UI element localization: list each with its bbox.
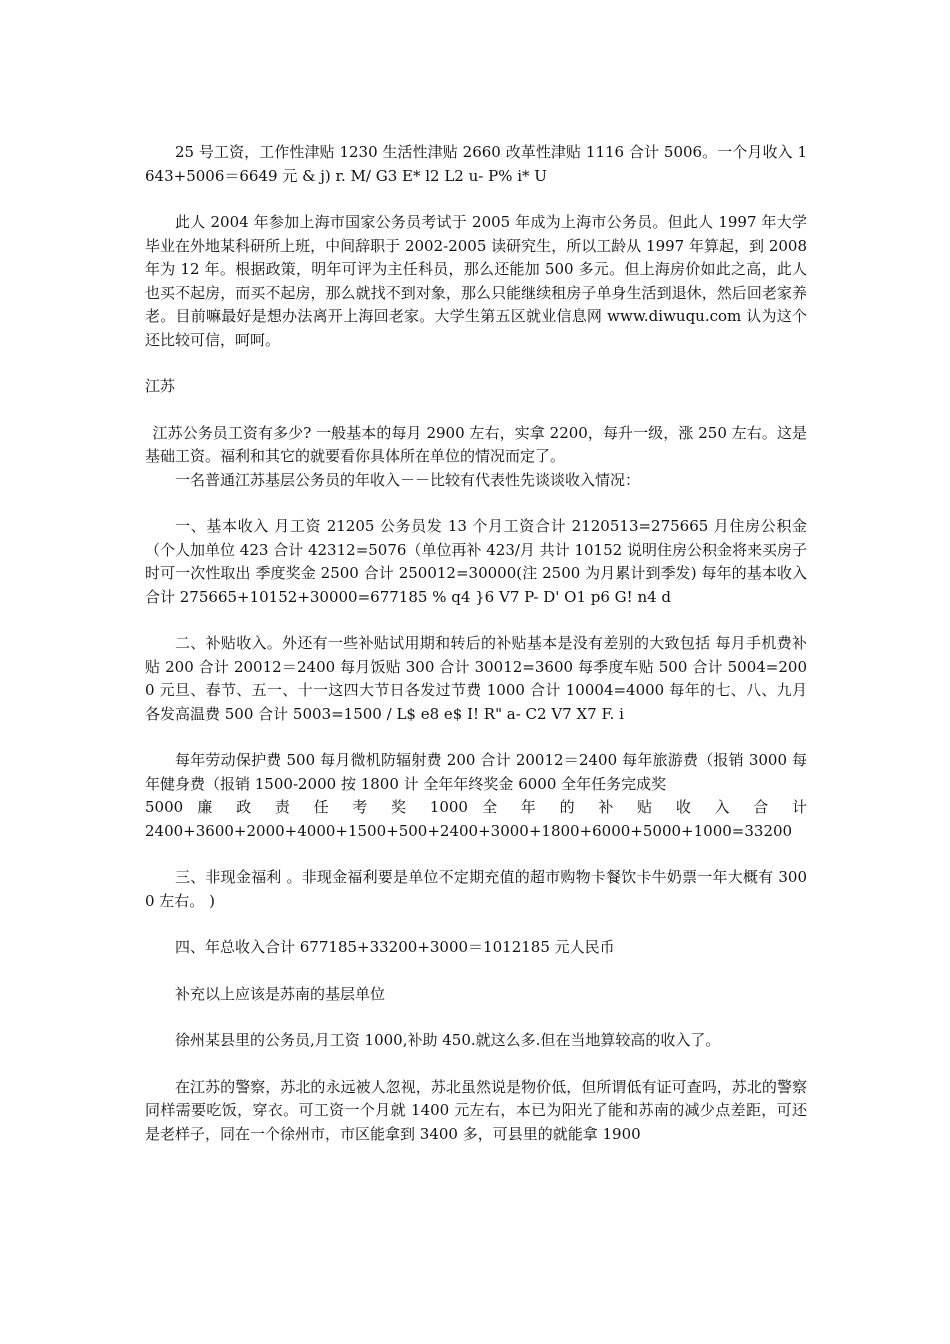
paragraph-annual-fees: 每年劳动保护费 500 每月微机防辐射费 200 合计 20012＝2400 每年旅游费（报销 3000 每年健身费（报销 1500-2000 按 1800 计 全年年终奖金 6000 全年任务完成奖 bbox=[145, 751, 807, 793]
paragraph-subsidy-income: 二、补贴收入。外还有一些补贴试用期和转后的补贴基本是没有差别的大致包括 每月手机费补贴 200 合计 20012＝2400 每月饭贴 300 合计 30012=3600 每季度车贴 500 合计 5004=2000 元旦、春节、五一、十一这四大节日各发过节费 1000 合计 10004=4000 每年的七、八、九月各发高温费 500 合计 5003=1500 / L$ e8 e$ I! R" a- C2 V7 X7 F. i bbox=[145, 634, 807, 723]
paragraph-jiangsu-police: 在江苏的警察，苏北的永远被人忽视，苏北虽然说是物价低，但所谓低有证可查吗，苏北的警察同样需要吃饭，穿衣。可工资一个月就 1400 元左右，本已为阳光了能和苏南的减少点差距，可还是老样子，同在一个徐州市，市区能拿到 3400 多，可县里的就能拿 1900 bbox=[145, 1077, 807, 1143]
document-page bbox=[145, 141, 807, 1146]
paragraph-subsidy-total-label: 5000 廉 政 责 任 考 奖 1000 全 年 的 补 贴 收 入 合 计 bbox=[145, 798, 807, 816]
paragraph-supplement-note: 补充以上应该是苏南的基层单位 bbox=[175, 984, 386, 1003]
paragraph-shanghai-case: 此人 2004 年参加上海市国家公务员考试于 2005 年成为上海市公务员。但此人 1997 年大学毕业在外地某科研所上班，中间辞职于 2002-2005 读研究生，所以工龄从 1997 年算起，到 2008 年为 12 年。根据政策，明年可评为主任科员，那么还能加 500 多元。但上海房价如此之高，此人也买不起房，而买不起房，那么就找不到对象，那么只能继续租房子单身生活到退休，然后回老家养老。目前嘛最好是想办法离开上海回老家。大学生第五区就业信息网 www.diwuqu.com 认为这个还比较可信，呵呵。 bbox=[145, 213, 807, 349]
paragraph-subsidy-total-formula: 2400+3600+2000+4000+1500+500+2400+3000+1800+6000+5000+1000=33200 bbox=[145, 821, 793, 840]
paragraph-shanghai-salary: 25 号工资，工作性津贴 1230 生活性津贴 2660 改革性津贴 1116 合计 5006。一个月收入 1643+5006＝6649 元 & j) r. M/ G3 E* l2 L2 u- P% i* U bbox=[145, 143, 807, 185]
paragraph-non-cash-benefits: 三、非现金福利 。非现金福利要是单位不定期充值的超市购物卡餐饮卡牛奶票一年大概有 3000 左右。 ) bbox=[145, 868, 807, 910]
section-heading-jiangsu: 江苏 bbox=[145, 377, 176, 395]
paragraph-total-income: 四、年总收入合计 677185+33200+3000＝1012185 元人民币 bbox=[175, 938, 615, 956]
paragraph-basic-income: 一、基本收入 月工资 21205 公务员发 13 个月工资合计 2120513=275665 月住房公积金（个人加单位 423 合计 42312=5076（单位再补 423/月 共计 10152 说明住房公积金将来买房子时可一次性取出 季度奖金 2500 合计 250012=30000(注 2500 为月累计到季发) 每年的基本收入合计 275665+10152+30000=677185 % q4 }6 V7 P- D' O1 p6 G! n4 d bbox=[145, 517, 807, 606]
paragraph-jiangsu-annual-intro: 一名普通江苏基层公务员的年收入－－比较有代表性先谈谈收入情况： bbox=[175, 470, 641, 489]
paragraph-xuzhou-county: 徐州某县里的公务员,月工资 1000,补助 450.就这么多.但在当地算较高的收入了。 bbox=[175, 1031, 721, 1049]
paragraph-jiangsu-intro: 江苏公务员工资有多少? 一般基本的每月 2900 左右，实拿 2200，每升一级，涨 250 左右。这是基础工资。福利和其它的就要看你具体所在单位的情况而定了。 bbox=[145, 423, 807, 465]
